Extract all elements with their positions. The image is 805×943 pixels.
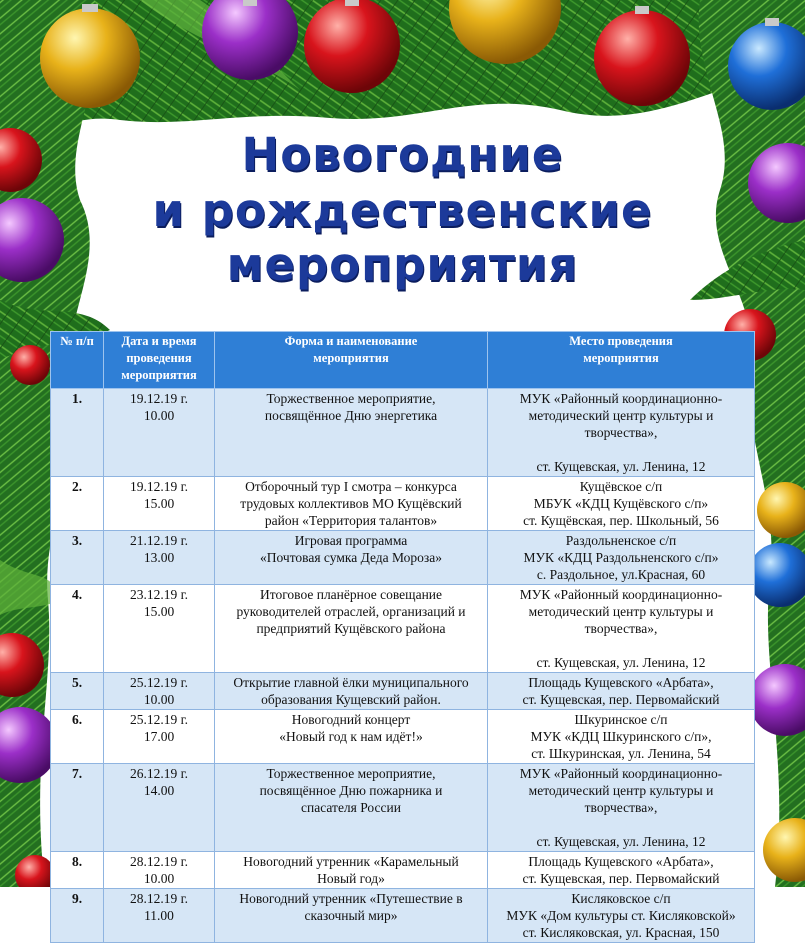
row-event (215, 673, 488, 710)
row-event-line: посвящённое Дню энергетика (264, 408, 438, 423)
row-venue-line: ст. Кущевская, пер. Первомайский (522, 692, 720, 707)
row-event-line: Новогодний утренник «Карамельный (243, 854, 459, 869)
row-date: 19.12.19 г. (129, 391, 188, 406)
table-header-row (51, 332, 755, 389)
row-event (215, 710, 488, 764)
row-venue-address: ст. Кущевская, ул. Ленина, 12 (536, 834, 706, 849)
events-table (50, 331, 755, 943)
row-venue (488, 477, 755, 531)
row-number-text: 8. (71, 854, 83, 869)
row-event-line: Отборочный тур I смотра – конкурса (245, 479, 457, 494)
row-event (215, 889, 488, 943)
table-row (51, 852, 755, 889)
row-number-text: 9. (71, 891, 83, 906)
row-event (215, 531, 488, 585)
row-venue (488, 585, 755, 673)
row-time: 11.00 (144, 908, 174, 923)
row-event-line: спасателя России (301, 800, 401, 815)
row-date-time (104, 710, 215, 764)
row-venue-line: творчества», (584, 621, 658, 636)
row-venue-line: МУК «Районный координационно- (519, 766, 723, 781)
row-venue (488, 852, 755, 889)
row-date-time (104, 889, 215, 943)
row-venue-line: МУК «Дом культуры ст. Кисляковской» (506, 908, 736, 923)
row-time: 14.00 (143, 783, 175, 798)
row-date-time (104, 531, 215, 585)
row-venue-line: МУК «Районный координационно- (519, 391, 723, 406)
row-venue-line: ст. Кущёвская, пер. Школьный, 56 (523, 513, 719, 528)
row-venue-line: Кисляковское с/п (571, 891, 671, 906)
table-row (51, 477, 755, 531)
table-row (51, 889, 755, 943)
row-event (215, 477, 488, 531)
row-date-time (104, 764, 215, 852)
row-venue-line: Раздольненское с/п (565, 533, 677, 548)
row-number (51, 585, 104, 673)
row-venue-address: ст. Кущевская, ул. Ленина, 12 (536, 459, 706, 474)
table-row (51, 531, 755, 585)
row-event-line: сказочный мир» (304, 908, 398, 923)
row-event-line: Новый год» (317, 871, 385, 886)
row-event-line: Итоговое планёрное совещание (259, 587, 443, 602)
row-event (215, 764, 488, 852)
row-venue-line: творчества», (584, 425, 658, 440)
row-number-text: 6. (71, 712, 83, 727)
row-event-line: предприятий Кущёвского района (256, 621, 446, 636)
row-venue-line: ст. Кущевская, пер. Первомайский (522, 871, 720, 886)
row-number (51, 673, 104, 710)
header-event-form: Форма и наименование мероприятия (215, 332, 488, 389)
header-number: № п/п (51, 332, 104, 389)
row-event (215, 389, 488, 477)
row-event-line: посвящённое Дню пожарника и (259, 783, 443, 798)
row-event-line: Игровая программа (294, 533, 408, 548)
row-event-line: образования Кущевский район. (261, 692, 441, 707)
row-venue (488, 531, 755, 585)
row-date: 26.12.19 г. (129, 766, 188, 781)
header-venue: Место проведения мероприятия (488, 332, 755, 389)
page-title-line-3: мероприятия (226, 238, 579, 291)
row-date: 21.12.19 г. (129, 533, 188, 548)
row-time: 10.00 (143, 871, 175, 886)
row-number-text: 4. (71, 587, 83, 602)
row-venue-line: МУК «Районный координационно- (519, 587, 723, 602)
row-time: 17.00 (143, 729, 175, 744)
page-title-line-1: Новогодние (241, 128, 564, 181)
row-venue-line: МУК «КДЦ Раздольненского с/п» (523, 550, 719, 565)
row-time: 15.00 (143, 604, 175, 619)
row-venue-line: с. Раздольное, ул.Красная, 60 (536, 567, 706, 582)
row-number-text: 1. (71, 391, 83, 406)
row-number-text: 5. (71, 675, 83, 690)
table-row (51, 764, 755, 852)
row-venue-line: творчества», (584, 800, 658, 815)
row-venue (488, 764, 755, 852)
row-venue-line: Кущёвское с/п (579, 479, 663, 494)
row-date-time (104, 477, 215, 531)
row-venue-line: МБУК «КДЦ Кущёвского с/п» (533, 496, 709, 511)
row-number (51, 477, 104, 531)
row-date: 25.12.19 г. (129, 675, 188, 690)
row-number (51, 389, 104, 477)
row-event-line: Новогодний концерт (291, 712, 411, 727)
header-date-time: Дата и время проведения мероприятия (104, 332, 215, 389)
row-number (51, 710, 104, 764)
row-venue-line: Шкуринское с/п (574, 712, 668, 727)
row-venue-line: методический центр культуры и (528, 408, 714, 423)
row-date: 28.12.19 г. (129, 854, 188, 869)
table-row (51, 585, 755, 673)
row-event-line: «Новый год к нам идёт!» (279, 729, 423, 744)
row-venue-gap (491, 441, 751, 458)
row-event-line: трудовых коллективов МО Кущёвский (240, 496, 462, 511)
row-event-line: Торжественное мероприятие, (266, 766, 436, 781)
row-number-text: 7. (71, 766, 83, 781)
row-number (51, 531, 104, 585)
row-date-time (104, 585, 215, 673)
row-number-text: 3. (71, 533, 83, 548)
row-venue-line: Площадь Кущевского «Арбата», (528, 675, 714, 690)
row-event-line: Новогодний утренник «Путешествие в (239, 891, 463, 906)
row-event-line: Открытие главной ёлки муниципального (233, 675, 469, 690)
row-time: 10.00 (143, 692, 175, 707)
row-venue (488, 710, 755, 764)
row-venue-gap (491, 637, 751, 654)
row-venue-line: МУК «КДЦ Шкуринского с/п», (530, 729, 712, 744)
table-row (51, 389, 755, 477)
row-venue-line: методический центр культуры и (528, 604, 714, 619)
row-date-time (104, 673, 215, 710)
row-date: 28.12.19 г. (129, 891, 188, 906)
page-title-line-2: и рождественские (152, 184, 653, 237)
row-venue (488, 889, 755, 943)
row-time: 13.00 (143, 550, 175, 565)
row-number (51, 764, 104, 852)
row-venue (488, 673, 755, 710)
row-venue-line: ст. Шкуринская, ул. Ленина, 54 (531, 746, 711, 761)
table-row (51, 710, 755, 764)
table-row (51, 673, 755, 710)
row-venue (488, 389, 755, 477)
row-event-line: Торжественное мероприятие, (266, 391, 436, 406)
row-event-line: «Почтовая сумка Деда Мороза» (260, 550, 442, 565)
row-time: 10.00 (143, 408, 175, 423)
row-number-text: 2. (71, 479, 83, 494)
row-venue-line: ст. Кисляковская, ул. Красная, 150 (522, 925, 720, 940)
row-date-time (104, 852, 215, 889)
row-event (215, 585, 488, 673)
row-event-line: район «Территория талантов» (264, 513, 438, 528)
row-number (51, 889, 104, 943)
row-venue-line: Площадь Кущевского «Арбата», (528, 854, 714, 869)
row-date-time (104, 389, 215, 477)
row-time: 15.00 (143, 496, 175, 511)
row-date: 25.12.19 г. (129, 712, 188, 727)
row-event (215, 852, 488, 889)
row-date: 19.12.19 г. (129, 479, 188, 494)
row-venue-line: методический центр культуры и (528, 783, 714, 798)
row-venue-address: ст. Кущевская, ул. Ленина, 12 (536, 655, 706, 670)
row-date: 23.12.19 г. (129, 587, 188, 602)
row-number (51, 852, 104, 889)
row-event-line: руководителей отраслей, организаций и (236, 604, 466, 619)
row-venue-gap (491, 816, 751, 833)
